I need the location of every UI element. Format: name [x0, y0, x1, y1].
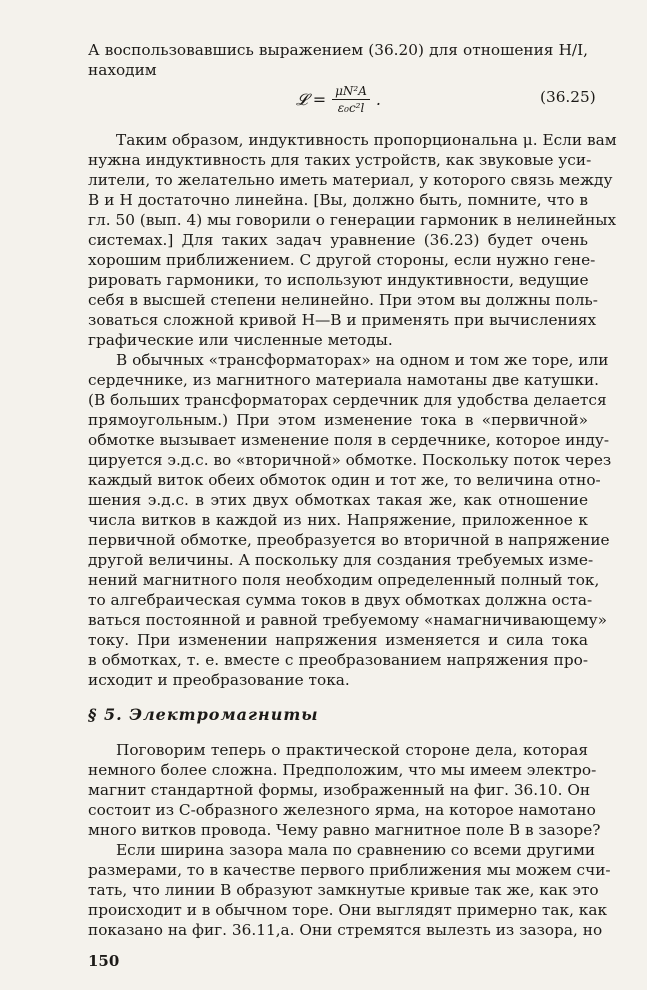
- text-line: размерами, то в качестве первого приближения мы можем счи-: [88, 861, 611, 879]
- section-heading: § 5. Электромагниты: [88, 705, 319, 724]
- text-line: хорошим приближением. С другой стороны, если нужно гене-: [88, 251, 596, 269]
- text-line: зоваться сложной кривой H—B и применять при вычислениях: [88, 311, 597, 329]
- text-line: B и H достаточно линейна. [Вы, должно быть, помните, что в: [88, 191, 588, 209]
- text-line: системах.] Для таких задач уравнение (36.23) будет очень: [88, 231, 588, 249]
- text-line: ваться постоянной и равной требуемому «намагничивающему»: [88, 611, 608, 629]
- text-line: показано на фиг. 36.11,а. Они стремятся вылезть из зазора, но: [88, 921, 603, 939]
- text-line: графические или численные методы.: [88, 331, 393, 349]
- text-line: каждый виток обеих обмоток один и тот же, то величина отно-: [88, 471, 601, 489]
- equation-number: (36.25): [540, 88, 596, 106]
- text-line: много витков провода. Чему равно магнитное поле B в зазоре?: [88, 821, 601, 839]
- formula-lhs: 𝓛 =: [296, 89, 327, 109]
- text-line: в обмотках, т. е. вместе с преобразованием напряжения про-: [88, 651, 588, 669]
- text-line: Если ширина зазора мала по сравнению со всеми другими: [116, 841, 596, 859]
- text-line: прямоугольным.) При этом изменение тока в «первичной»: [88, 411, 588, 429]
- text-line: шения э.д.с. в этих двух обмотках такая же, как отношение: [88, 491, 588, 509]
- text-line: рировать гармоники, то используют индуктивности, ведущие: [88, 271, 589, 289]
- text-line: лители, то желательно иметь материал, у которого связь между: [88, 171, 613, 189]
- text-line: исходит и преобразование тока.: [88, 671, 350, 689]
- text-line: нужна индуктивность для таких устройств, как звуковые уси-: [88, 151, 592, 169]
- page-number: 150: [88, 952, 120, 970]
- text-line: происходит и в обычном торе. Они выглядят примерно так, как: [88, 901, 608, 919]
- text-line: немного более сложна. Предположим, что мы имеем электро-: [88, 761, 597, 779]
- text-line: числа витков в каждой из них. Напряжение, приложенное к: [88, 511, 588, 529]
- text-line: состоит из C-образного железного ярма, на которое намотано: [88, 801, 596, 819]
- text-line: сердечнике, из магнитного материала намотаны две катушки.: [88, 371, 600, 389]
- text-line: Поговорим теперь о практической стороне дела, которая: [116, 741, 588, 759]
- formula-fraction: [332, 84, 370, 115]
- text-line: Таким образом, индуктивность пропорциональна μ. Если вам: [116, 131, 617, 149]
- text-line: первичной обмотке, преобразуется во вторичной в напряжение: [88, 531, 610, 549]
- text-line: цируется э.д.с. во «вторичной» обмотке. Поскольку поток через: [88, 451, 612, 469]
- formula-denominator: ε₀c²l: [337, 101, 365, 115]
- formula-numerator: μN²A: [332, 84, 370, 100]
- text-line: другой величины. А поскольку для создания требуемых изме-: [88, 551, 594, 569]
- text-line: находим: [88, 61, 157, 79]
- text-line: А воспользовавшись выражением (36.20) для отношения H/I,: [88, 41, 588, 59]
- formula-36-25: [296, 84, 381, 115]
- text-line: тать, что линии B образуют замкнутые кривые так же, как это: [88, 881, 599, 899]
- formula-period: .: [375, 90, 381, 109]
- text-line: гл. 50 (вып. 4) мы говорили о генерации гармоник в нелинейных: [88, 211, 617, 229]
- text-line: то алгебраическая сумма токов в двух обмотках должна оста-: [88, 591, 593, 609]
- text-line: магнит стандартной формы, изображенный на фиг. 36.10. Он: [88, 781, 591, 799]
- text-line: току. При изменении напряжения изменяется и сила тока: [88, 631, 588, 649]
- text-line: обмотке вызывает изменение поля в сердечнике, которое инду-: [88, 431, 610, 449]
- text-line: нений магнитного поля необходим определенный полный ток,: [88, 571, 600, 589]
- text-line: себя в высшей степени нелинейно. При этом вы должны поль-: [88, 291, 598, 309]
- text-line: (В больших трансформаторах сердечник для удобства делается: [88, 391, 607, 409]
- text-line: В обычных «трансформаторах» на одном и том же торе, или: [116, 351, 609, 369]
